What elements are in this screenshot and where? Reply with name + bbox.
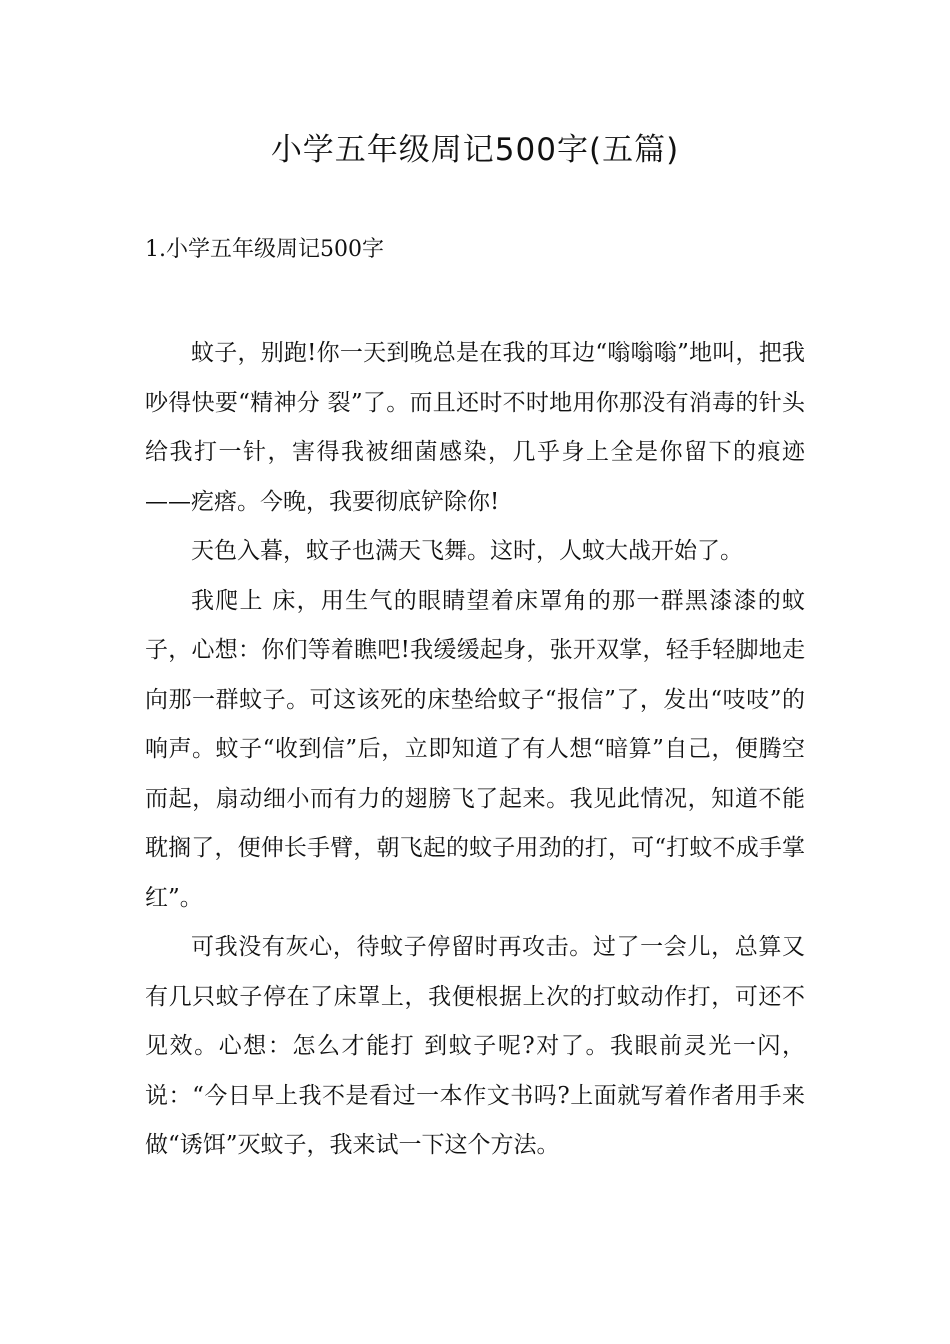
paragraph: 天色入暮，蚊子也满天飞舞。这时，人蚊大战开始了。 [191, 538, 743, 564]
paragraph: 可我没有灰心，待蚊子停留时再攻击。过了一会儿，总算又有几只蚊子停在了床罩上，我便根据上次的打蚊动作打，可还不见效。心想：怎么才能打 到蚊子呢?对了。我眼前灵光一闪，说：“今日早上我不是看过一本作文书吗?上面就写着作者用手来做“诱饵”灭蚊子，我来试一下这个方法。 [145, 934, 805, 1158]
document-title: 小学五年级周记500字(五篇) [270, 132, 680, 168]
section-heading: 1.小学五年级周记500字 [145, 237, 384, 262]
paragraph: 蚊子，别跑!你一天到晚总是在我的耳边“嗡嗡嗡”地叫，把我吵得快要“精神分 裂”了。而且还时不时地用你那没有消毒的针头给我打一针，害得我被细菌感染，几乎身上全是你留下的痕迹——疙瘩。今晚，我要彻底铲除你! [145, 340, 805, 515]
article-body [145, 329, 805, 1171]
paragraph: 我爬上 床，用生气的眼睛望着床罩角的那一群黑漆漆的蚊子，心想：你们等着瞧吧!我缓缓起身，张开双掌，轻手轻脚地走向那一群蚊子。可这该死的床垫给蚊子“报信”了，发出“吱吱”的响声。蚊子“收到信”后，立即知道了有人想“暗算”自己，便腾空而起，扇动细小而有力的翅膀飞了起来。我见此情况，知道不能耽搁了，便伸长手臂，朝飞起的蚊子用劲的打，可“打蚊不成手掌红”。 [145, 587, 805, 911]
